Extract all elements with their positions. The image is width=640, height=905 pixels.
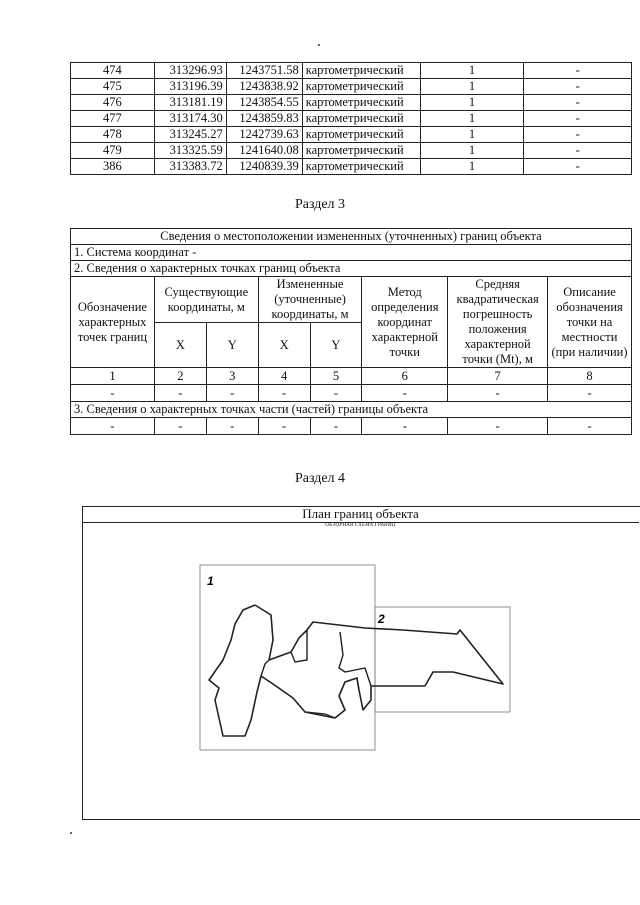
table-cell: 8 [548,368,632,385]
table-row [71,111,632,127]
coordinates-table [70,62,632,175]
table-cell: - [310,418,362,435]
table-cell: 1 [420,63,524,79]
header-x-changed: X [258,323,310,368]
table-cell: - [310,385,362,402]
table-cell: картометрический [302,95,420,111]
table-cell: - [548,385,632,402]
table-cell: 313325.59 [154,143,226,159]
empty-points-row [71,385,632,402]
table-cell: - [524,79,632,95]
table-cell: 1 [420,111,524,127]
header-accuracy: Средняя квадратическая погрешность положения характерной точки (Mt), м [448,277,548,368]
table-cell: - [71,385,155,402]
table-cell: 1 [420,143,524,159]
header-method: Метод определения координат характерной точки [362,277,448,368]
coord-system: 1. Система координат - [71,245,632,261]
table-cell: - [524,95,632,111]
plan-subtitle: ОБЗОРНАЯ СХЕМА ГРАНИЦ [325,523,396,528]
table-cell: 478 [71,127,155,143]
table-row [71,79,632,95]
table-cell: - [71,418,155,435]
table-title: Сведения о местоположении измененных (уточненных) границ объекта [71,229,632,245]
table-cell: 1 [420,95,524,111]
boundary-scheme-map [195,560,525,770]
points-heading: 2. Сведения о характерных точках границ объекта [71,261,632,277]
table-cell: 1243751.58 [226,63,302,79]
header-designation: Обозначение характерных точек границ [71,277,155,368]
table-row [71,159,632,175]
table-cell: - [524,159,632,175]
plan-title: План границ объекта [82,506,639,523]
table-cell: 1 [420,159,524,175]
table-cell: 1 [420,79,524,95]
table-cell: 1 [71,368,155,385]
sheet-1-label: 1 [207,574,214,588]
table-cell: - [154,418,206,435]
table-cell: картометрический [302,143,420,159]
table-cell: - [258,385,310,402]
table-cell: картометрический [302,79,420,95]
internal-line-1 [291,630,307,662]
table-cell: картометрический [302,63,420,79]
table-cell: 1243859.83 [226,111,302,127]
table-cell: картометрический [302,159,420,175]
internal-line-4 [345,678,359,690]
table-row [71,143,632,159]
table-cell: 6 [362,368,448,385]
parts-heading: 3. Сведения о характерных точках части (частей) границы объекта [71,402,632,418]
internal-line-3 [261,660,269,676]
scan-speck-bottom [70,832,72,834]
header-y-changed: Y [310,323,362,368]
table-cell: 1242739.63 [226,127,302,143]
column-numbers-row [71,368,632,385]
table-cell: - [448,418,548,435]
table-cell: 479 [71,143,155,159]
header-y-existing: Y [206,323,258,368]
table-row [71,63,632,79]
table-row [71,95,632,111]
table-cell: 313383.72 [154,159,226,175]
table-cell: - [524,63,632,79]
table-cell: - [524,143,632,159]
table-cell: - [206,385,258,402]
table-row [71,127,632,143]
header-x-existing: X [154,323,206,368]
table-cell: 313245.27 [154,127,226,143]
sheet-1-frame [200,565,375,750]
table-cell: 1243854.55 [226,95,302,111]
table-cell: 1243838.92 [226,79,302,95]
parts-row [71,418,632,435]
table-cell: картометрический [302,111,420,127]
table-cell: - [206,418,258,435]
section-4-heading: Раздел 4 [294,471,346,486]
sheet-2-frame [375,607,510,712]
table-cell: - [548,418,632,435]
table-cell: 477 [71,111,155,127]
table-cell: - [362,385,448,402]
table-cell: 386 [71,159,155,175]
table-cell: - [448,385,548,402]
table-cell: 313174.30 [154,111,226,127]
table-cell: 7 [448,368,548,385]
table-cell: - [524,111,632,127]
header-existing: Существующие координаты, м [154,277,258,323]
table-cell: 2 [154,368,206,385]
table-cell: - [258,418,310,435]
table-cell: 475 [71,79,155,95]
table-cell: 1 [420,127,524,143]
boundary-changes-table [70,228,632,435]
section-3-heading: Раздел 3 [294,197,346,212]
table-cell: 313296.93 [154,63,226,79]
table-cell: - [154,385,206,402]
table-cell: 4 [258,368,310,385]
table-cell: - [362,418,448,435]
header-description: Описание обозначения точки на местности (при наличии) [548,277,632,368]
table-cell: 5 [310,368,362,385]
table-cell: 1241640.08 [226,143,302,159]
table-cell: 3 [206,368,258,385]
table-cell: картометрический [302,127,420,143]
table-cell: 313181.19 [154,95,226,111]
table-cell: 313196.39 [154,79,226,95]
table-cell: 474 [71,63,155,79]
scan-speck [318,44,320,46]
header-changed: Измененные (уточненные) координаты, м [258,277,362,323]
table-cell: - [524,127,632,143]
table-cell: 1240839.39 [226,159,302,175]
table-cell: 476 [71,95,155,111]
sheet-2-label: 2 [378,612,385,626]
